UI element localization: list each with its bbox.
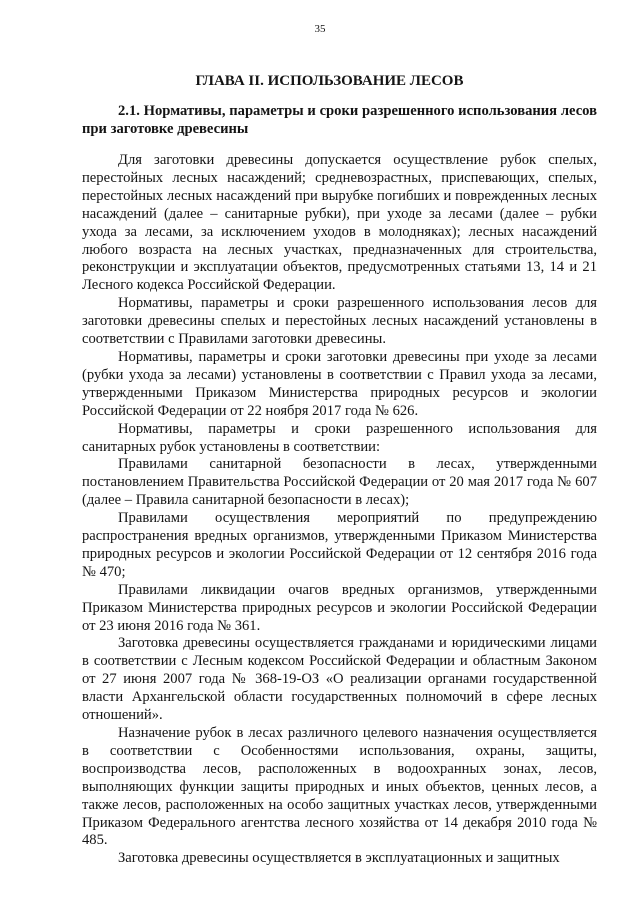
paragraph: Нормативы, параметры и сроки разрешенного использования для санитарных рубок установлены в соответствии:	[82, 420, 597, 455]
paragraph: Нормативы, параметры и сроки разрешенного использования лесов для заготовки древесины спелых и перестойных лесных насаждений установлены в соответствии с Правилами заготовки древесины.	[82, 295, 597, 348]
paragraph: Правилами ликвидации очагов вредных организмов, утвержденными Приказом Министерства природных ресурсов и экологии Российской Федерации от 23 июня 2016 года № 361.	[82, 581, 597, 634]
paragraph: Назначение рубок в лесах различного целевого назначения осуществляется в соответствии с Особенностями использования, охраны, защиты, воспроизводства лесов, расположенных в водоохранных зонах, лесов, выполняющих функции защиты природных и иных объектов, ценных лесов, а также лесов, расположенных на особо защитных участках лесов, утвержденными Приказом Федерального агентства лесного хозяйства от 14 декабря 2010 года № 485.	[82, 725, 597, 849]
body-text	[82, 152, 597, 868]
paragraph: Правилами санитарной безопасности в лесах, утвержденными постановлением Правительства Российской Федерации от 20 мая 2017 года № 607 (далее – Правила санитарной безопасности в лесах);	[82, 456, 597, 509]
paragraph: Заготовка древесины осуществляется гражданами и юридическими лицами в соответствии с Лесным кодексом Российской Федерации и областным Законом от 27 июня 2007 года № 368-19-ОЗ «О реализации органами государственной власти Архангельской области государственных полномочий в сфере лесных отношений».	[82, 635, 597, 724]
page-number: 35	[314, 23, 326, 35]
paragraph: Нормативы, параметры и сроки заготовки древесины при уходе за лесами (рубки ухода за лесами) установлены в соответствии с Правил ухода за лесами, утвержденными Приказом Министерства природных ресурсов и экологии Российской Федерации от 22 ноября 2017 года № 626.	[82, 348, 597, 419]
chapter-title: ГЛАВА II. ИСПОЛЬЗОВАНИЕ ЛЕСОВ	[195, 73, 464, 89]
paragraph-truncated: Заготовка древесины осуществляется в эксплуатационных и защитных	[118, 850, 560, 867]
section-title-text: 2.1. Нормативы, параметры и сроки разрешенного использования лесов при заготовке древесины	[82, 103, 597, 137]
paragraph: Для заготовки древесины допускается осуществление рубок спелых, перестойных лесных насаждений; средневозрастных, приспевающих, спелых, перестойных лесных насаждений при вырубке погибших и поврежденных лесных насаждений (далее – санитарные рубки), при уходе за лесами (далее – рубки ухода за лесами, за исключением уходов в молодняках); лесных насаждений любого возраста на лесных участках, предназначенных для строительства, реконструкции и эксплуатации объектов, предусмотренных статьями 13, 14 и 21 Лесного кодекса Российской Федерации.	[82, 152, 597, 294]
section-title	[82, 102, 597, 138]
paragraph: Правилами осуществления мероприятий по предупреждению распространения вредных организмов, утвержденными Приказом Министерства природных ресурсов и экологии Российской Федерации от 12 сентября 2016 года № 470;	[82, 510, 597, 580]
